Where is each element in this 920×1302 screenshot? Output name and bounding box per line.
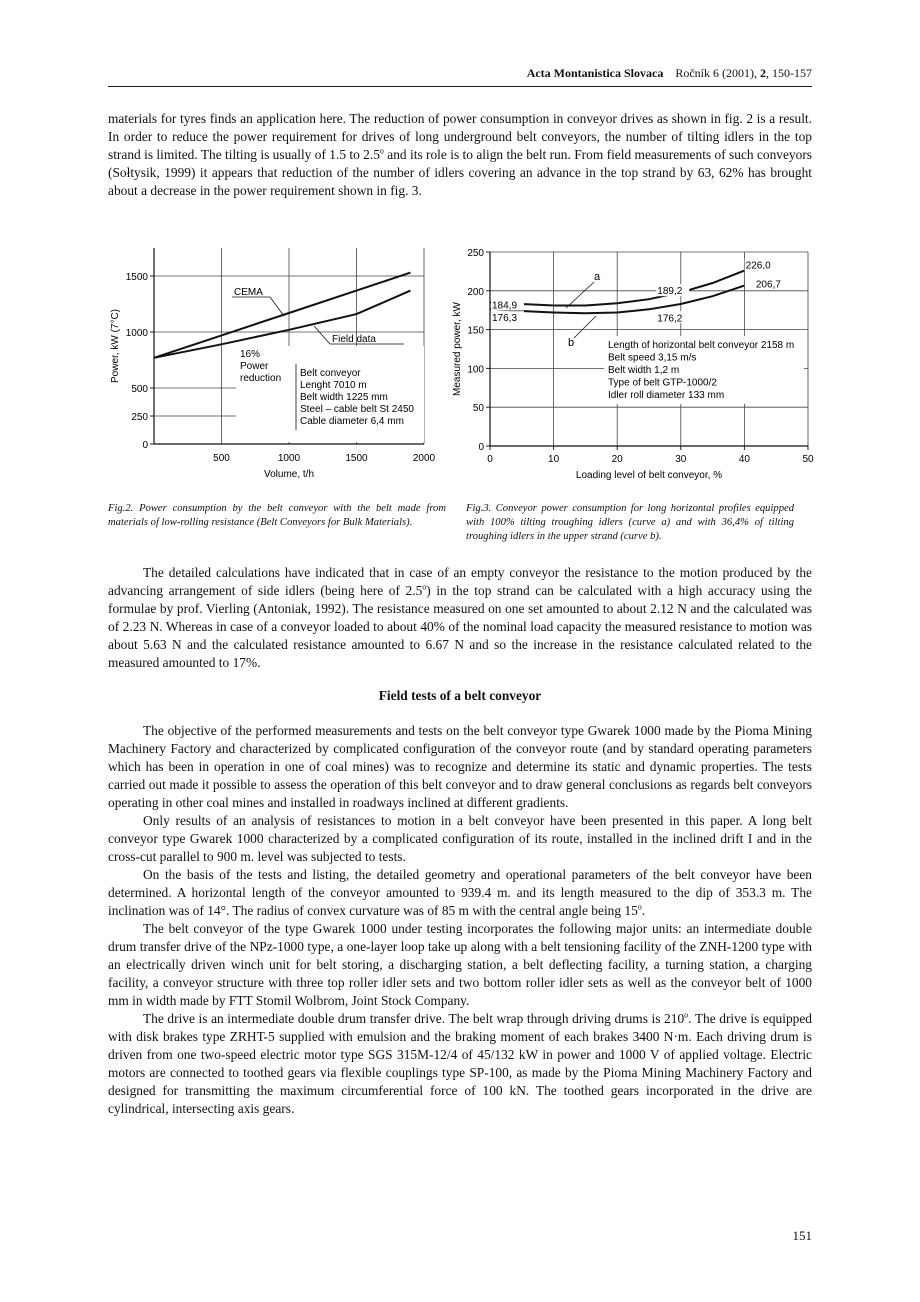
body-paragraph-1 [108, 564, 812, 672]
x-tick-label: 20 [611, 454, 623, 465]
figure-3 [448, 240, 820, 490]
x-tick-label: 30 [675, 454, 687, 465]
body-paragraph-6 [108, 1010, 812, 1118]
series-line-cema [154, 273, 411, 358]
x-tick-label: 500 [213, 453, 230, 464]
figure-2-caption: Fig.2. Power consumption by the belt conveyor with the belt made from materials of low-rolling resistance (Belt Conveyors for Bulk Materials). [108, 503, 446, 528]
info-box-line: Belt speed 3,15 m/s [608, 352, 697, 364]
info-box-line: Steel – cable belt St 2450 [300, 404, 414, 415]
running-header [108, 66, 812, 87]
body-paragraph-5: The belt conveyor of the type Gwarek 1000 under testing incorporates the following major units: an intermediate double drum transfer drive of the NPz-1000 type, a one-layer loop take up along with a belt tensioning facility of the ZNH-1200 type with an electrically driven winch unit for belt storing, a discharging station, a belt deflecting facility, a turning station, a charging facility, a conveyor structure with three top roller idler sets and two bottom roller idler sets as well as the conveyor belt of 1000 mm in width made by FTT Stomil Wolbrom, Joint Stock Company. [108, 921, 812, 1008]
data-label: 206,7 [755, 279, 781, 291]
y-tick-label: 200 [467, 286, 484, 298]
body-paragraph-4 [108, 866, 812, 920]
x-tick-label: 2000 [412, 453, 436, 464]
leader-line [314, 326, 330, 344]
p7-text-b: . The drive is equipped with disk brakes type ZRHT-5 supplied with emulsion and the braking moment of each brakes 3400 N·m. Each driving drum is driven from one two-speed electric motor type SGS 315M-12/4 of 45/132 kW in power and 1000 V of applied voltage. Electric motors are connected to toothed gears via flexible couplings type SP-100, as made by the Pioma Mining Machinery Factory and designed for transmitting the maximum circumferential force of 100 kN. The toothed gears incorporated in the drive are cylindrical, intersecting axis gears. [108, 1011, 812, 1116]
body-paragraph-2: The objective of the performed measurements and tests on the belt conveyor type Gwarek 1000 made by the Pioma Mining Machinery Factory and characterized by complicated configuration of the conveyor route (and by standard operating parameters which has been in operation in one of coal mines) was to recognize and determine its static and dynamic properties. The tests carried out made it possible to assess the operation of this belt conveyor and to draw general conclusions as regards belt conveyors operating in other coal mines and installed in roadways inclined at different gradients. [108, 723, 812, 810]
page-number: 151 [792, 1228, 812, 1243]
y-tick-label: 50 [472, 403, 484, 415]
info-box-line: Belt conveyor [300, 368, 361, 379]
info-box-line: Cable diameter 6,4 mm [300, 416, 404, 427]
body-text-a: The detailed calculations have indicated that in case of an empty conveyor the resistance to the motion produced by the advancing arrangement of side idlers (being here of 2.5 [108, 565, 812, 598]
info-box-line: Length of horizontal belt conveyor 2158 m [608, 340, 795, 351]
figure-3-chart [448, 240, 820, 490]
degree-sup: o [422, 582, 427, 592]
annotation-percent: 16% [240, 349, 261, 360]
y-tick-label: 500 [131, 384, 148, 395]
x-tick-label: 1000 [277, 453, 301, 464]
data-label: 176,3 [492, 313, 518, 325]
issue-number: 2 [760, 66, 766, 80]
data-label: 184,9 [492, 300, 518, 312]
data-label: 226,0 [745, 260, 771, 272]
series-label-field-data: Field data [332, 334, 376, 345]
curve-label-a: a [594, 271, 601, 283]
x-tick-label: 10 [548, 454, 560, 465]
info-box-line: Idler roll diameter 133 mm [608, 390, 725, 401]
degree-sup: o [379, 146, 384, 156]
info-box-line: Type of belt GTP-1000/2 [608, 377, 717, 389]
leader-line [270, 297, 284, 316]
y-tick-label: 100 [467, 364, 484, 376]
y-tick-label: 1500 [125, 272, 148, 283]
x-tick-label: 40 [738, 454, 750, 465]
intro-paragraph [108, 110, 812, 200]
leader-line [574, 316, 596, 338]
figure-3-caption: Fig.3. Conveyor power consumption for long horizontal profiles equipped with 100% tilting troughing idlers (curve a) and with 36,4% of tilting troughing idlers in the upper strand (curve b). [466, 503, 794, 542]
p5-text-b: . [641, 903, 646, 918]
y-tick-label: 0 [142, 440, 148, 451]
leader-line [566, 282, 594, 308]
info-box-line: Belt width 1225 mm [300, 392, 388, 403]
degree-sup: o [684, 1010, 689, 1020]
data-label: 189,2 [657, 286, 683, 298]
y-tick-label: 150 [467, 325, 484, 337]
p5-text-a: On the basis of the tests and listing, the detailed geometry and operational parameters of the belt conveyor have been determined. A horizontal length of the conveyor amounted to 939.4 m. and its length measured to the dip of 353.3 m. The inclination was of 14°. The radius of convex curvature was of 85 m with the central angle being 15 [108, 867, 812, 918]
body-text-b: ) in the top strand can be calculated with a high accuracy using the formulae by prof. Vierling (Antoniak, 1992). The resistance measured on one set amounted to about 2.12 N and the calculated was of 2.23 N. Whereas in case of a conveyor loaded to about 40% of the nominal load capacity the measured resistance to motion was about 5.63 N and the calculated resistance amounted to 6.67 N and so the increase in the resistance calculated related to the measured amounted to 17%. [108, 583, 813, 670]
y-tick-label: 250 [467, 248, 484, 259]
annotation-power: Power [240, 361, 269, 372]
info-box-line: Lenght 7010 m [300, 380, 367, 391]
y-axis-label: Measured power, kW [452, 302, 463, 396]
figure-2-chart [104, 240, 444, 490]
y-tick-label: 250 [131, 412, 148, 423]
info-box-line: Belt width 1,2 m [608, 365, 680, 376]
x-axis-label: Loading level of belt conveyor, % [575, 470, 723, 481]
issue-prefix: Ročník 6 (2001), [675, 66, 760, 80]
y-axis-label: Power, kW (7°C) [110, 308, 121, 384]
figure-2 [104, 240, 444, 490]
x-tick-label: 0 [487, 454, 493, 465]
x-tick-label: 1500 [345, 453, 368, 464]
x-tick-label: 50 [802, 454, 814, 465]
intro-text-a: materials for tyres finds an application here. The reduction of power consumption in conveyor drives as shown in fig. 2 is a result. In order to reduce the power requirement for drives of long underground belt conveyors, the number of tilting idlers in the top strand is limited. The tilting is usually of 1.5 to 2.5 [108, 111, 812, 162]
journal-name: Acta Montanistica Slovaca [526, 66, 664, 80]
body-section [108, 722, 812, 1118]
x-axis-label: Volume, t/h [263, 469, 315, 480]
section-title: Field tests of a belt conveyor [378, 688, 542, 703]
intro-text-b: and its role is to align the belt run. From field measurements of such conveyors (Sołtysik, 1999) it appears that reduction of the number of idlers covering an advance in the top strand by 63, 62% has brought about a decrease in the power requirement shown in fig. 3. [108, 147, 812, 198]
series-label-cema: CEMA [234, 287, 263, 298]
body-paragraph-3: Only results of an analysis of resistances to motion in a belt conveyor have been presented in this paper. A long belt conveyor type Gwarek 1000 characterized by a complicated configuration of its route, installed in the inclined drift I and in the cross-cut parallel to 900 m. level was subjected to tests. [108, 813, 812, 864]
p7-text-a: The drive is an intermediate double drum transfer drive. The belt wrap through driving drums is 210 [143, 1011, 685, 1026]
curve-label-b: b [568, 337, 575, 349]
issue-suffix: , 150-157 [766, 66, 812, 80]
y-tick-label: 1000 [125, 328, 148, 339]
y-tick-label: 0 [478, 442, 484, 453]
degree-sup: o [637, 902, 642, 912]
annotation-reduction: reduction [240, 373, 282, 384]
data-label: 176,2 [657, 313, 683, 325]
